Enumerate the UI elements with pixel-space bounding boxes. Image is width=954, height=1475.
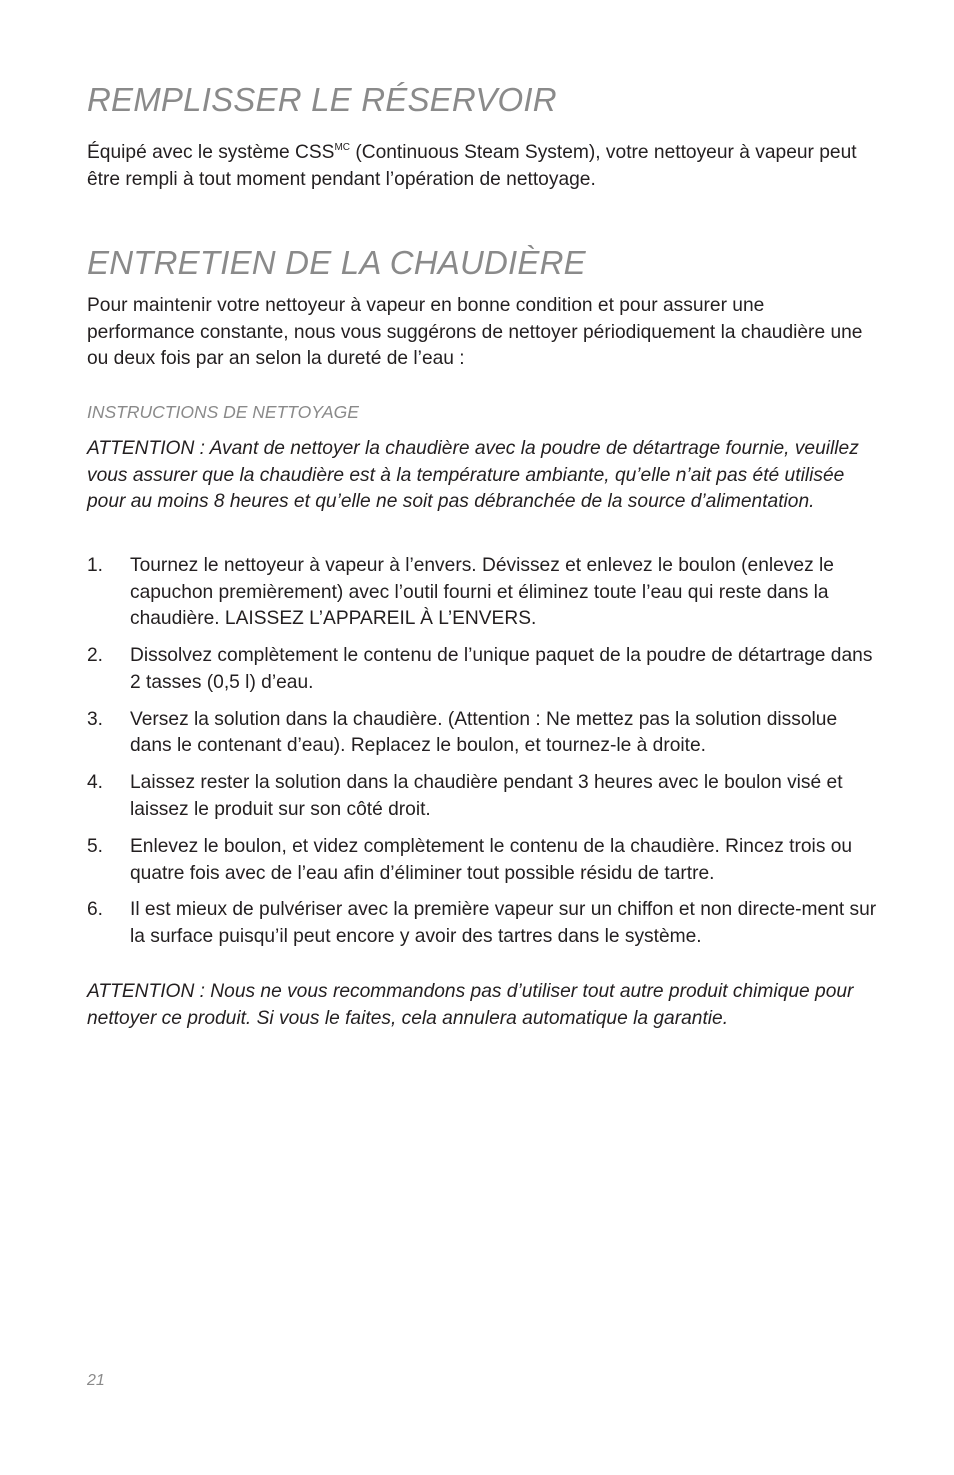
step-number: 1. (87, 555, 104, 576)
step-number: 5. (87, 835, 104, 857)
fill-reservoir-paragraph (87, 140, 867, 193)
section-title-fill-reservoir: REMPLISSER LE RÉSERVOIR (87, 81, 557, 118)
step-item (87, 770, 877, 823)
step-item (87, 643, 877, 696)
fill-text-before: Équipé avec le système CSS (87, 142, 335, 163)
step-text: Laissez rester la solution dans la chaudière pendant 3 heures avec le boulon visé et laissez le produit sur son côté droit. (130, 772, 843, 820)
step-number: 6. (87, 899, 104, 921)
step-item (87, 834, 877, 887)
cleaning-steps-list (87, 553, 877, 961)
step-text: Dissolvez complètement le contenu de l’unique paquet de la poudre de détartrage dans 2 tasses (0,5 l) d’eau. (130, 645, 873, 693)
step-number: 4. (87, 772, 104, 794)
step-item (87, 897, 877, 950)
step-text: Versez la solution dans la chaudière. (Attention : Ne mettez pas la solution dissolue dans le contenant d’eau). Replacez le boulon, et tournez-le à droite. (130, 708, 838, 757)
step-text: Il est mieux de pulvériser avec la première vapeur sur un chiffon et non directe-ment sur la surface puisqu’il peut encore y avoir des tartres dans le système. (130, 899, 877, 948)
fill-text-after: (Continuous Steam System), votre nettoyeur à vapeur peut être rempli à tout moment pendant l’opération de nettoyage. (87, 142, 857, 190)
step-number: 2. (87, 645, 104, 667)
step-number: 3. (87, 708, 104, 730)
step-text: Enlevez le boulon, et videz complètement le contenu de la chaudière. Rincez trois ou quatre fois avec de l’eau afin d’éliminer tout possible résidu de tartre. (130, 835, 853, 884)
cleaning-instructions-subtitle: INSTRUCTIONS DE NETTOYAGE (87, 402, 359, 422)
maintenance-paragraph: Pour maintenir votre nettoyeur à vapeur en bonne condition et pour assurer une performance constante, nous vous suggérons de nettoyer périodiquement la chaudière une ou deux fois par an selon la dureté de l’eau : (87, 295, 863, 370)
section-title-boiler-maintenance: ENTRETIEN DE LA CHAUDIÈRE (87, 244, 586, 281)
attention-note-top: ATTENTION : Avant de nettoyer la chaudière avec la poudre de détartrage fournie, veuillez vous assurer que la chaudière est à la température ambiante, qu’elle n’ait pas été utilisée pour au moins 8 heures et qu’elle ne soit pas débranchée de la source d’alimentation. (87, 438, 859, 513)
step-text: Tournez le nettoyeur à vapeur à l’envers. Dévissez et enlevez le boulon (enlevez le capuchon premièrement) avec l’outil fourni et éliminez toute l’eau qui reste dans la chaudière. LAISSEZ L’APPAREIL À L’ENVERS. (130, 555, 834, 630)
step-item (87, 553, 877, 633)
attention-note-bottom: ATTENTION : Nous ne vous recommandons pas d’utiliser tout autre produit chimique pour nettoyer ce produit. Si vous le faites, cela annulera automatique la garantie. (87, 981, 854, 1029)
step-item (87, 707, 877, 760)
page-number: 21 (87, 1372, 105, 1389)
trademark-superscript: MC (334, 142, 350, 153)
